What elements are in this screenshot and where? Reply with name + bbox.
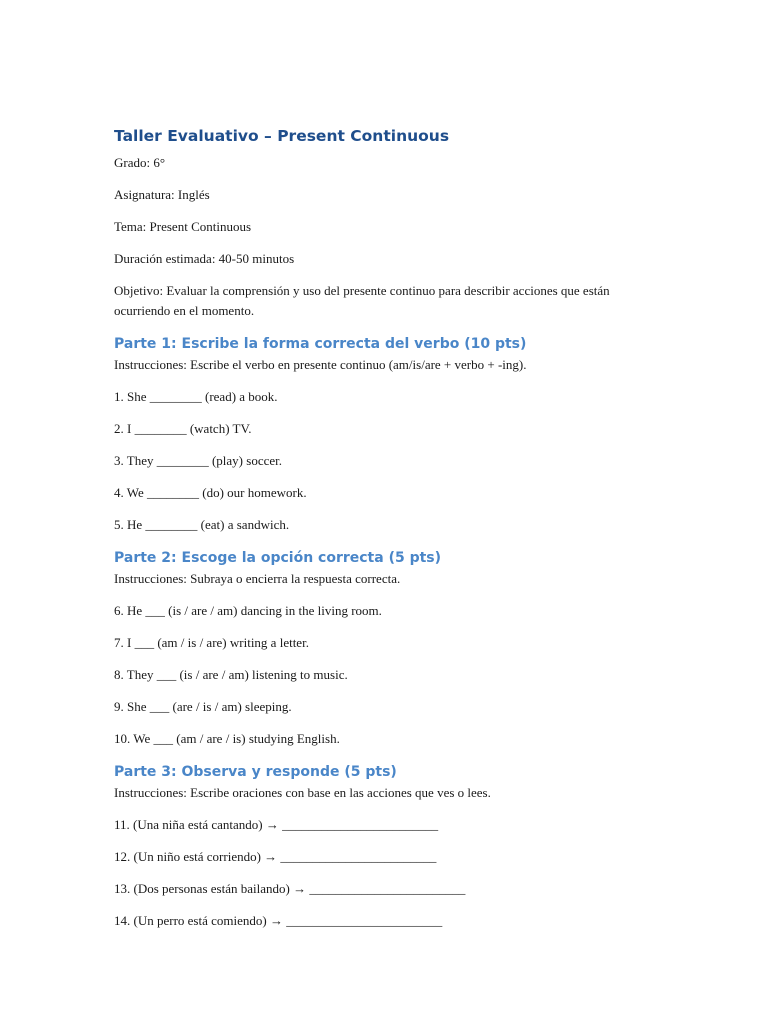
subject-line: Asignatura: Inglés	[114, 187, 210, 202]
part-2-instructions: Instrucciones: Subraya o encierra la respuesta correcta.	[114, 571, 401, 586]
part-1-heading: Parte 1: Escribe la forma correcta del verbo (10 pts)	[114, 336, 527, 352]
exercise-item: 7. I ___ (am / is / are) writing a letter.	[114, 635, 309, 650]
exercise-item: 13. (Dos personas están bailando) → ________________________	[114, 881, 466, 896]
exercise-item: 2. I ________ (watch) TV.	[114, 421, 252, 436]
exercise-item: 5. He ________ (eat) a sandwich.	[114, 517, 290, 532]
exercise-item: 10. We ___ (am / are / is) studying English.	[114, 731, 340, 746]
part-1-instructions: Instrucciones: Escribe el verbo en presente continuo (am/is/are + verbo + -ing).	[114, 357, 527, 372]
exercise-item: 4. We ________ (do) our homework.	[114, 485, 307, 500]
exercise-item: 11. (Una niña está cantando) → ________________________	[114, 817, 439, 832]
grade-line: Grado: 6°	[114, 155, 166, 170]
exercise-item: 9. She ___ (are / is / am) sleeping.	[114, 699, 292, 714]
part-3-heading: Parte 3: Observa y responde (5 pts)	[114, 764, 397, 780]
exercise-item: 14. (Un perro está comiendo) → ________________________	[114, 913, 443, 928]
exercise-item: 1. She ________ (read) a book.	[114, 389, 278, 404]
exercise-item: 12. (Un niño está corriendo) → ________________________	[114, 849, 437, 864]
exercise-item: 8. They ___ (is / are / am) listening to music.	[114, 667, 348, 682]
part-2-heading: Parte 2: Escoge la opción correcta (5 pts)	[114, 550, 442, 566]
document-title: Taller Evaluativo – Present Continuous	[114, 127, 450, 145]
duration-line: Duración estimada: 40-50 minutos	[114, 251, 295, 266]
exercise-item: 6. He ___ (is / are / am) dancing in the living room.	[114, 603, 382, 618]
document-body	[114, 125, 654, 943]
topic-line: Tema: Present Continuous	[114, 219, 252, 234]
part-3-instructions: Instrucciones: Escribe oraciones con base en las acciones que ves o lees.	[114, 785, 491, 800]
exercise-item: 3. They ________ (play) soccer.	[114, 453, 282, 468]
objective-paragraph: Objetivo: Evaluar la comprensión y uso del presente continuo para describir acciones que están ocurriendo en el momento.	[114, 283, 610, 318]
